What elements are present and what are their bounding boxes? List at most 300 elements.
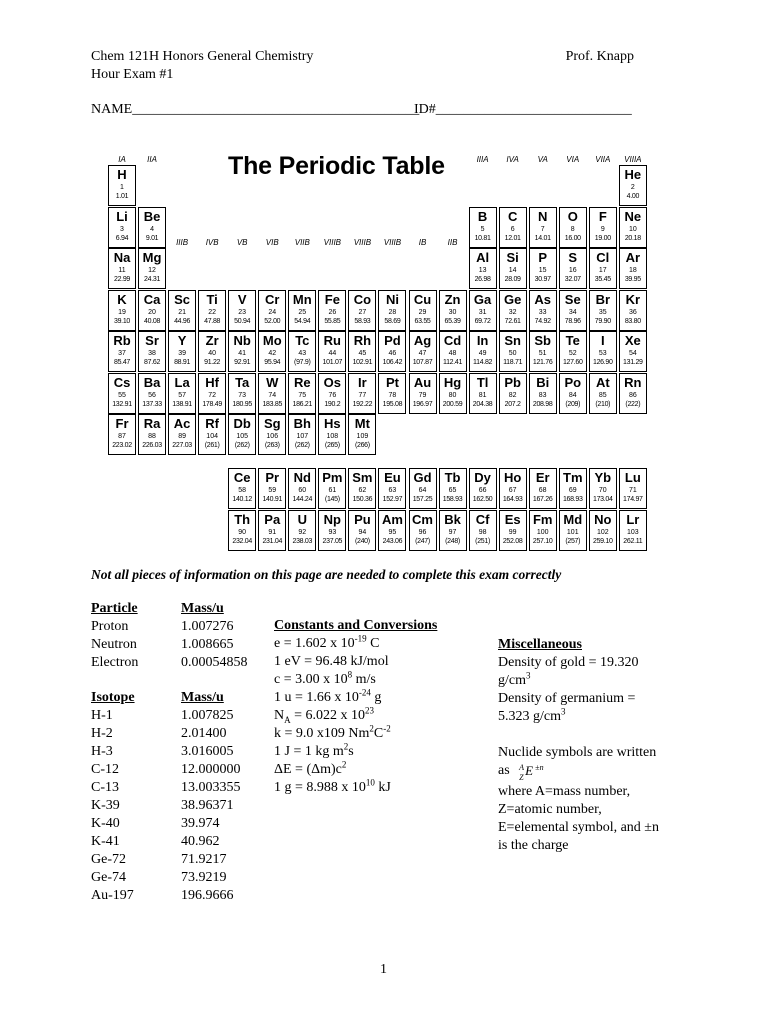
atomic-number: 67 — [508, 487, 517, 494]
element-symbol: Mn — [292, 291, 312, 307]
atomic-mass: 72.61 — [504, 317, 521, 325]
atomic-mass: 85.47 — [113, 359, 131, 366]
atomic-mass: 140.12 — [232, 496, 252, 503]
element-pd — [378, 331, 406, 372]
element-ho — [499, 468, 527, 509]
atomic-mass: 74.92 — [534, 317, 551, 325]
element-symbol: Ne — [624, 208, 642, 224]
atomic-mass: 26.98 — [474, 276, 491, 283]
particle-name: Proton — [91, 619, 129, 634]
atomic-mass: 127.60 — [562, 359, 583, 366]
atomic-mass: 14.01 — [534, 234, 551, 242]
element-pu — [348, 510, 376, 551]
isotope-mass-header: Mass/u — [181, 690, 224, 705]
element-symbol: He — [624, 167, 642, 182]
atomic-mass: (262) — [234, 442, 250, 449]
element-ar — [619, 248, 647, 289]
element-ta — [228, 373, 256, 414]
element-fr — [108, 414, 136, 455]
element-symbol: Fr — [115, 416, 129, 431]
atomic-mass: 259.10 — [592, 537, 613, 545]
element-ce — [228, 468, 256, 509]
atomic-mass: (265) — [324, 442, 340, 449]
element-mg — [138, 248, 166, 289]
mass-value: 2.01400 — [181, 726, 227, 741]
element-zn — [439, 290, 467, 331]
atomic-mass: 132.91 — [112, 400, 132, 408]
atomic-mass: 16.00 — [564, 234, 581, 242]
group-label: VIIA — [595, 155, 611, 164]
atomic-number: 64 — [418, 487, 427, 494]
atomic-mass: 114.82 — [473, 359, 493, 366]
element-symbol: Na — [113, 250, 131, 265]
group-label: VIIIA — [624, 155, 642, 164]
element-tl — [469, 373, 497, 414]
element-symbol: H — [117, 167, 127, 182]
atomic-mass: 107.87 — [412, 359, 433, 366]
atomic-number: 14 — [508, 267, 517, 274]
element-hf — [198, 373, 226, 414]
element-symbol: C — [507, 208, 518, 224]
element-ge — [499, 290, 527, 331]
element-mn — [288, 290, 316, 331]
element-symbol: As — [534, 291, 551, 307]
atomic-mass: 54.94 — [294, 317, 311, 325]
element-be — [138, 207, 166, 248]
atomic-number: 38 — [148, 350, 156, 357]
nuclide-line-2: Z=atomic number, — [498, 802, 602, 817]
element-symbol: Bi — [536, 374, 550, 390]
element-pb — [499, 373, 527, 414]
name-label: NAME — [91, 102, 133, 117]
isotope-name: K-40 — [91, 816, 120, 831]
element-symbol: Cm — [412, 511, 433, 527]
element-symbol: Pd — [384, 333, 401, 348]
element-bh — [288, 414, 316, 455]
element-br — [589, 290, 617, 331]
element-symbol: Cf — [475, 511, 490, 527]
element-symbol: Cl — [596, 250, 610, 265]
element-os — [318, 373, 346, 414]
group-label: IIA — [147, 155, 157, 164]
element-symbol: Xe — [624, 333, 641, 348]
element-y — [168, 331, 196, 372]
element-symbol: Sr — [145, 333, 159, 348]
element-ca — [138, 290, 166, 331]
atomic-mass: 192.22 — [352, 400, 373, 408]
atomic-number: 92 — [298, 528, 307, 536]
atomic-number: 40 — [208, 350, 217, 357]
atomic-number: 12 — [148, 267, 156, 274]
atomic-number: 94 — [358, 528, 367, 536]
element-rh — [348, 331, 376, 372]
exam-title: Hour Exam #1 — [91, 67, 174, 82]
element-cd — [439, 331, 467, 372]
nuclide-line-4: is the charge — [498, 838, 569, 853]
atomic-mass: 52.00 — [264, 317, 281, 325]
atomic-mass: 162.50 — [472, 496, 493, 503]
element-tc — [288, 331, 316, 372]
atomic-number: 24 — [268, 308, 277, 316]
atomic-number: 75 — [298, 391, 307, 399]
element-cs — [108, 373, 136, 414]
element-symbol: Nb — [233, 333, 251, 348]
atomic-mass: 106.42 — [382, 359, 403, 366]
atomic-number: 84 — [568, 391, 577, 399]
atomic-number: 27 — [358, 308, 367, 316]
germanium-density-value: 5.323 $g/cm^3$ — [498, 706, 566, 724]
element-po — [559, 373, 587, 414]
atomic-number: 20 — [148, 308, 156, 316]
element-cu — [409, 290, 437, 331]
atomic-number: 58 — [238, 487, 247, 494]
atomic-number: 90 — [238, 528, 247, 536]
element-symbol: Nd — [293, 470, 311, 485]
element-symbol: Ce — [233, 470, 251, 485]
group-label: IIIB — [176, 238, 189, 247]
atomic-mass: (262) — [294, 442, 310, 449]
element-symbol: Ra — [143, 416, 161, 431]
element-nb — [228, 331, 256, 372]
page-number: 1 — [380, 962, 387, 977]
atomic-number: 43 — [298, 350, 307, 357]
atomic-number: 83 — [538, 391, 547, 399]
atomic-number: 88 — [148, 433, 156, 440]
element-symbol: Pa — [264, 511, 281, 527]
group-label: VA — [537, 155, 548, 164]
element-symbol: Hs — [324, 416, 341, 431]
atomic-number: 98 — [478, 528, 487, 536]
isotope-header: Isotope — [91, 690, 135, 705]
element-symbol: Am — [381, 511, 403, 527]
element-symbol: Pu — [354, 511, 371, 527]
atomic-mass: (97.9) — [294, 359, 311, 366]
atomic-number: 106 — [266, 433, 279, 440]
element-md — [559, 510, 587, 551]
element-lu — [619, 468, 647, 509]
element-tm — [559, 468, 587, 509]
element-cf — [469, 510, 497, 551]
atomic-number: 22 — [208, 308, 217, 316]
atomic-mass: 131.29 — [623, 359, 643, 366]
periodic-table-title: The Periodic Table — [228, 152, 445, 180]
element-symbol: Li — [116, 208, 128, 224]
ev-conversion: 1 eV = 96.48 kJ/mol — [274, 654, 389, 669]
atomic-mass: 196.97 — [412, 400, 433, 408]
element-symbol: Cd — [443, 333, 462, 348]
atomic-number: 74 — [268, 391, 277, 399]
atomic-mass: 63.55 — [414, 317, 431, 325]
atomic-number: 3 — [120, 225, 124, 233]
atomic-number: 49 — [478, 350, 487, 357]
isotope-name: K-39 — [91, 798, 120, 813]
atomic-number: 7 — [540, 225, 545, 233]
element-symbol: V — [237, 291, 247, 307]
particle-header: Particle — [91, 601, 138, 616]
atomic-number: 65 — [448, 487, 457, 494]
id-blank: ____________________________ — [435, 102, 632, 117]
atomic-number: 78 — [388, 391, 397, 399]
atomic-mass: (209) — [565, 400, 581, 408]
mass-value: 39.974 — [181, 816, 220, 831]
isotope-name: Ge-74 — [91, 870, 126, 885]
isotope-name: C-13 — [91, 780, 119, 795]
element-ag — [409, 331, 437, 372]
mass-value: 71.9217 — [181, 852, 227, 867]
element-symbol: Mg — [142, 250, 162, 265]
element-sg — [258, 414, 286, 455]
atomic-number: 87 — [118, 433, 126, 440]
group-label: VB — [236, 238, 248, 247]
atomic-number: 50 — [508, 350, 517, 357]
constants-title: Constants and Conversions — [274, 618, 438, 633]
element-symbol: Ru — [323, 333, 342, 348]
element-pm — [318, 468, 346, 509]
element-w — [258, 373, 286, 414]
element-lr — [619, 510, 647, 551]
group-label: VIIB — [294, 238, 310, 247]
atomic-number: 41 — [238, 350, 247, 357]
element-pt — [378, 373, 406, 414]
nuclide-symbol-line: as A Z E ±n — [498, 762, 547, 780]
atomic-mass: (257) — [565, 537, 581, 545]
atomic-mass: (248) — [445, 537, 460, 545]
element-symbol: Fm — [532, 511, 553, 527]
atomic-number: 76 — [328, 391, 337, 399]
element-symbol: Dy — [474, 470, 491, 485]
atomic-number: 34 — [568, 308, 577, 316]
atomic-mass: 50.94 — [234, 317, 251, 325]
avogadro-number: $N_A = 6.022$ x $10^{23}$ — [274, 705, 375, 725]
element-symbol: Sc — [174, 291, 191, 307]
atomic-number: 71 — [628, 487, 637, 494]
element-symbol: Sb — [534, 333, 551, 348]
element-symbol: Yb — [594, 470, 612, 485]
element-ne — [619, 207, 647, 248]
element-b — [469, 207, 497, 248]
element-no — [589, 510, 617, 551]
element-symbol: Rh — [353, 333, 372, 348]
element-symbol: No — [594, 511, 612, 527]
element-symbol: Ta — [235, 374, 250, 390]
isotope-name: H-2 — [91, 726, 113, 741]
element-symbol: Hg — [443, 374, 462, 390]
element-symbol: Po — [564, 374, 582, 390]
atomic-mass: 39.95 — [624, 276, 641, 283]
atomic-number: 31 — [478, 308, 487, 316]
atomic-mass: 91.22 — [204, 359, 221, 366]
element-symbol: Hf — [205, 374, 219, 390]
atomic-mass: 92.91 — [234, 359, 251, 366]
atomic-mass: 237.05 — [322, 537, 343, 545]
atomic-number: 99 — [508, 528, 517, 536]
element-symbol: Au — [413, 374, 432, 390]
misc-title: Miscellaneous — [498, 637, 582, 652]
course-title: Chem 121H Honors General Chemistry — [91, 49, 314, 64]
atomic-mass: 190.2 — [324, 400, 341, 408]
atomic-mass: 150.36 — [352, 496, 373, 503]
element-h — [108, 165, 136, 206]
element-symbol: Zn — [444, 291, 461, 307]
element-mt — [348, 414, 376, 455]
atomic-number: 63 — [388, 487, 397, 494]
atomic-mass: 69.72 — [474, 317, 491, 325]
atomic-mass: 226.03 — [142, 442, 162, 449]
gram-energy: 1 g = 8.988 x $10^{10}$ kJ — [274, 777, 391, 795]
atomic-mass: 19.00 — [594, 234, 611, 242]
element-symbol: Er — [535, 470, 550, 485]
element-symbol: Tm — [563, 470, 583, 485]
element-symbol: N — [537, 208, 548, 224]
nuclide-intro: Nuclide symbols are written — [498, 745, 657, 760]
isotope-name: C-12 — [91, 762, 119, 777]
exam-note: Not all pieces of information on this page are needed to complete this exam correctly — [91, 567, 562, 582]
atomic-number: 42 — [268, 350, 277, 357]
element-bi — [529, 373, 557, 414]
atomic-mass: (222) — [625, 400, 641, 408]
element-pr — [258, 468, 286, 509]
element-symbol: Se — [564, 291, 581, 307]
atomic-number: 97 — [448, 528, 457, 536]
atomic-mass: 195.08 — [382, 400, 403, 408]
atomic-number: 4 — [150, 225, 154, 233]
element-ga — [469, 290, 497, 331]
isotope-name: Ge-72 — [91, 852, 126, 867]
atomic-mass: 144.24 — [292, 496, 313, 503]
atomic-mass: 180.95 — [232, 400, 252, 408]
element-symbol: Al — [476, 250, 490, 265]
element-s — [559, 248, 587, 289]
atomic-number: 35 — [598, 308, 607, 316]
atomic-number: 15 — [538, 267, 547, 274]
atomic-mass: 112.41 — [443, 359, 463, 366]
atomic-mass: 204.38 — [472, 400, 493, 408]
mass-value: 0.00054858 — [181, 655, 248, 670]
element-sn — [499, 331, 527, 372]
atomic-number: 70 — [598, 487, 607, 494]
atomic-mass: 138.91 — [172, 400, 192, 408]
element-rf — [198, 414, 226, 455]
atomic-mass: 20.18 — [624, 234, 641, 242]
element-symbol: Zr — [205, 333, 219, 348]
atomic-number: 104 — [206, 433, 218, 440]
element-rn — [619, 373, 647, 414]
atomic-number: 59 — [268, 487, 277, 494]
atomic-mass: 183.85 — [262, 400, 283, 408]
atomic-mass: 168.93 — [562, 496, 583, 503]
atomic-mass: 65.39 — [444, 317, 461, 325]
element-symbol: Tc — [295, 333, 310, 348]
element-am — [378, 510, 406, 551]
atomic-mass: 1.01 — [115, 193, 129, 200]
element-yb — [589, 468, 617, 509]
element-p — [529, 248, 557, 289]
group-label: VIB — [265, 238, 279, 247]
element-sm — [348, 468, 376, 509]
element-symbol: W — [266, 374, 279, 390]
element-v — [228, 290, 256, 331]
isotope-name: H-1 — [91, 708, 113, 723]
element-symbol: Kr — [625, 291, 641, 307]
atomic-number: 102 — [596, 528, 609, 536]
element-symbol: At — [595, 374, 610, 390]
isotope-name: H-3 — [91, 744, 113, 759]
mass-value: 1.008665 — [181, 637, 234, 652]
element-symbol: Np — [323, 511, 342, 527]
element-sc — [168, 290, 196, 331]
group-label: VIA — [566, 155, 580, 164]
element-symbol: K — [117, 291, 127, 307]
atomic-mass: 40.08 — [144, 317, 161, 325]
element-n — [529, 207, 557, 248]
element-he — [619, 165, 647, 206]
atomic-number: 23 — [238, 308, 247, 316]
atomic-mass: 140.91 — [262, 496, 283, 503]
element-tb — [439, 468, 467, 509]
element-re — [288, 373, 316, 414]
element-symbol: Ba — [143, 374, 161, 390]
atomic-mass: 231.04 — [262, 537, 283, 545]
atomic-mass-unit: 1 u = 1.66 x $10^{-24}$ g — [274, 687, 382, 705]
group-label: IVA — [506, 155, 519, 164]
atomic-number: 105 — [236, 433, 249, 440]
atomic-number: 30 — [448, 308, 457, 316]
element-symbol: Ti — [206, 291, 218, 307]
element-symbol: Ag — [413, 333, 432, 348]
element-symbol: Sm — [352, 470, 373, 485]
atomic-mass: 227.03 — [172, 442, 192, 449]
element-symbol: Cr — [265, 291, 280, 307]
element-symbol: Be — [143, 208, 161, 224]
element-symbol: Rn — [624, 374, 642, 390]
element-symbol: Pr — [265, 470, 280, 485]
atomic-number: 79 — [418, 391, 427, 399]
element-ra — [138, 414, 166, 455]
element-symbol: La — [174, 374, 190, 390]
atomic-number: 69 — [568, 487, 577, 494]
atomic-number: 96 — [418, 528, 427, 536]
atomic-mass: 79.90 — [594, 317, 611, 325]
mass-value: 1.007276 — [181, 619, 234, 634]
element-se — [559, 290, 587, 331]
atomic-number: 39 — [178, 350, 186, 357]
atomic-mass: 208.98 — [532, 400, 553, 408]
element-symbol: Te — [565, 333, 580, 348]
element-xe — [619, 331, 647, 372]
element-kr — [619, 290, 647, 331]
atomic-number: 81 — [478, 391, 487, 399]
atomic-number: 95 — [388, 528, 397, 536]
element-at — [589, 373, 617, 414]
atomic-number: 85 — [598, 391, 607, 399]
group-label: IIB — [447, 238, 458, 247]
atomic-mass: 87.62 — [144, 359, 161, 366]
element-la — [168, 373, 196, 414]
atomic-number: 45 — [358, 350, 367, 357]
atomic-mass: 173.04 — [592, 496, 613, 503]
atomic-number: 109 — [356, 433, 369, 440]
atomic-mass: 58.69 — [384, 317, 401, 325]
atomic-number: 86 — [628, 391, 637, 399]
atomic-number: 100 — [536, 528, 549, 536]
atomic-mass: 121.76 — [532, 359, 553, 366]
atomic-mass: 137.33 — [142, 400, 162, 408]
isotope-name: K-41 — [91, 834, 120, 849]
group-label: IVB — [205, 238, 219, 247]
speed-of-light: c = 3.00 x $10^8$ m/s — [274, 669, 376, 687]
atomic-mass: 186.21 — [292, 400, 313, 408]
element-co — [348, 290, 376, 331]
